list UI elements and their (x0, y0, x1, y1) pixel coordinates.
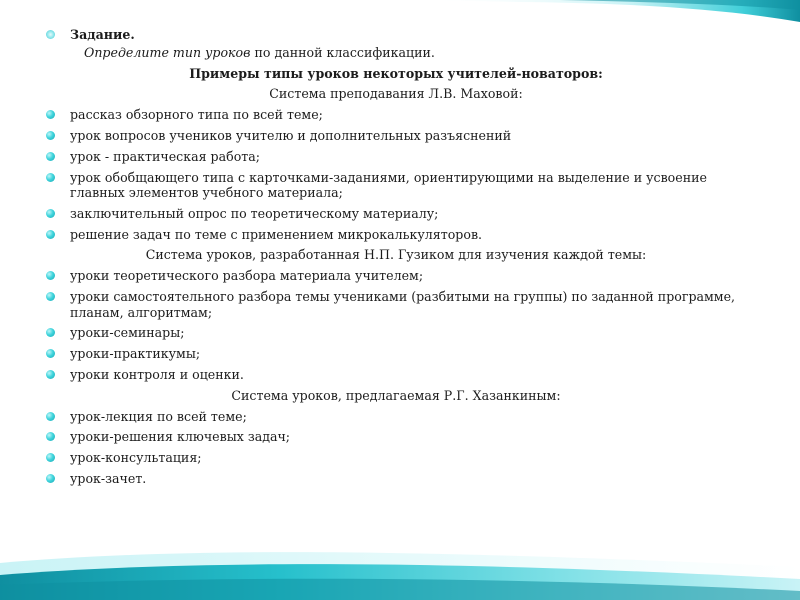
bullet-icon (46, 349, 55, 358)
bullet-icon (46, 173, 55, 182)
bullet-icon (46, 453, 55, 462)
bullet-icon (46, 152, 55, 161)
bullet-icon (46, 131, 55, 140)
list-item-text: урок вопросов учеников учителю и дополнительных разъяснений (70, 127, 512, 143)
bullet-icon (46, 110, 55, 119)
list-item (46, 206, 746, 222)
instruction-italic: Определите тип уроков (84, 44, 251, 60)
task-line (46, 27, 746, 43)
task-instruction (46, 45, 746, 61)
bullet-icon (46, 30, 55, 39)
section-title-khazankin: Система уроков, предлагаемая Р.Г. Хазанкиным: (231, 387, 561, 403)
top-wave-decoration (0, 0, 800, 30)
list-item-text: урок-зачет. (70, 470, 147, 486)
slide-content (46, 27, 746, 492)
list-item-text: уроки-практикумы; (70, 346, 201, 362)
list-item-text: уроки-решения ключевых задач; (70, 429, 291, 445)
list-item-text: уроки теоретического разбора материала учителем; (70, 268, 424, 284)
list-item-text: уроки контроля и оценки. (70, 366, 244, 382)
bullet-icon (46, 474, 55, 483)
list-item (46, 346, 746, 362)
bullet-icon (46, 271, 55, 280)
section-title-guzik: Система уроков, разработанная Н.П. Гузиком для изучения каждой темы: (145, 247, 647, 263)
bullet-icon (46, 209, 55, 218)
list-item (46, 128, 746, 144)
list-item-text: рассказ обзорного типа по всей теме; (70, 107, 323, 123)
list-item (46, 149, 746, 165)
bullet-icon (46, 292, 55, 301)
list-item-text: урок-лекция по всей теме; (70, 408, 247, 424)
list-item (46, 429, 746, 445)
list-item (46, 170, 746, 201)
bullet-icon (46, 370, 55, 379)
list-item (46, 325, 746, 341)
list-item-text: урок - практическая работа; (70, 148, 260, 164)
bullet-icon (46, 328, 55, 337)
bullet-icon (46, 230, 55, 239)
bottom-wave-decoration (0, 545, 800, 600)
list-item-text: уроки-семинары; (70, 325, 185, 341)
list-item (46, 107, 746, 123)
list-item (46, 227, 746, 243)
list-item (46, 409, 746, 425)
section-title-makhova: Система преподавания Л.В. Маховой: (269, 86, 523, 102)
bullet-icon (46, 412, 55, 421)
list-item (46, 289, 746, 320)
bullet-icon (46, 432, 55, 441)
list-item-text: урок обобщающего типа с карточками-заданиями, ориентирующими на выделение и усвоение главных элементов учебного материала; (70, 169, 707, 201)
list-item (46, 471, 746, 487)
instruction-rest: по данной классификации. (250, 44, 435, 60)
list-item (46, 450, 746, 466)
list-item-text: заключительный опрос по теоретическому материалу; (70, 205, 439, 221)
task-label: Задание. (70, 27, 135, 42)
list-item (46, 268, 746, 284)
list-item-text: уроки самостоятельного разбора темы учениками (разбитыми на группы) по заданной программе, планам, алгоритмам; (70, 289, 736, 320)
heading: Примеры типы уроков некоторых учителей-новаторов: (189, 65, 603, 81)
list-item-text: решение задач по теме с применением микрокалькуляторов. (70, 226, 483, 242)
list-item (46, 367, 746, 383)
list-item-text: урок-консультация; (70, 450, 202, 466)
